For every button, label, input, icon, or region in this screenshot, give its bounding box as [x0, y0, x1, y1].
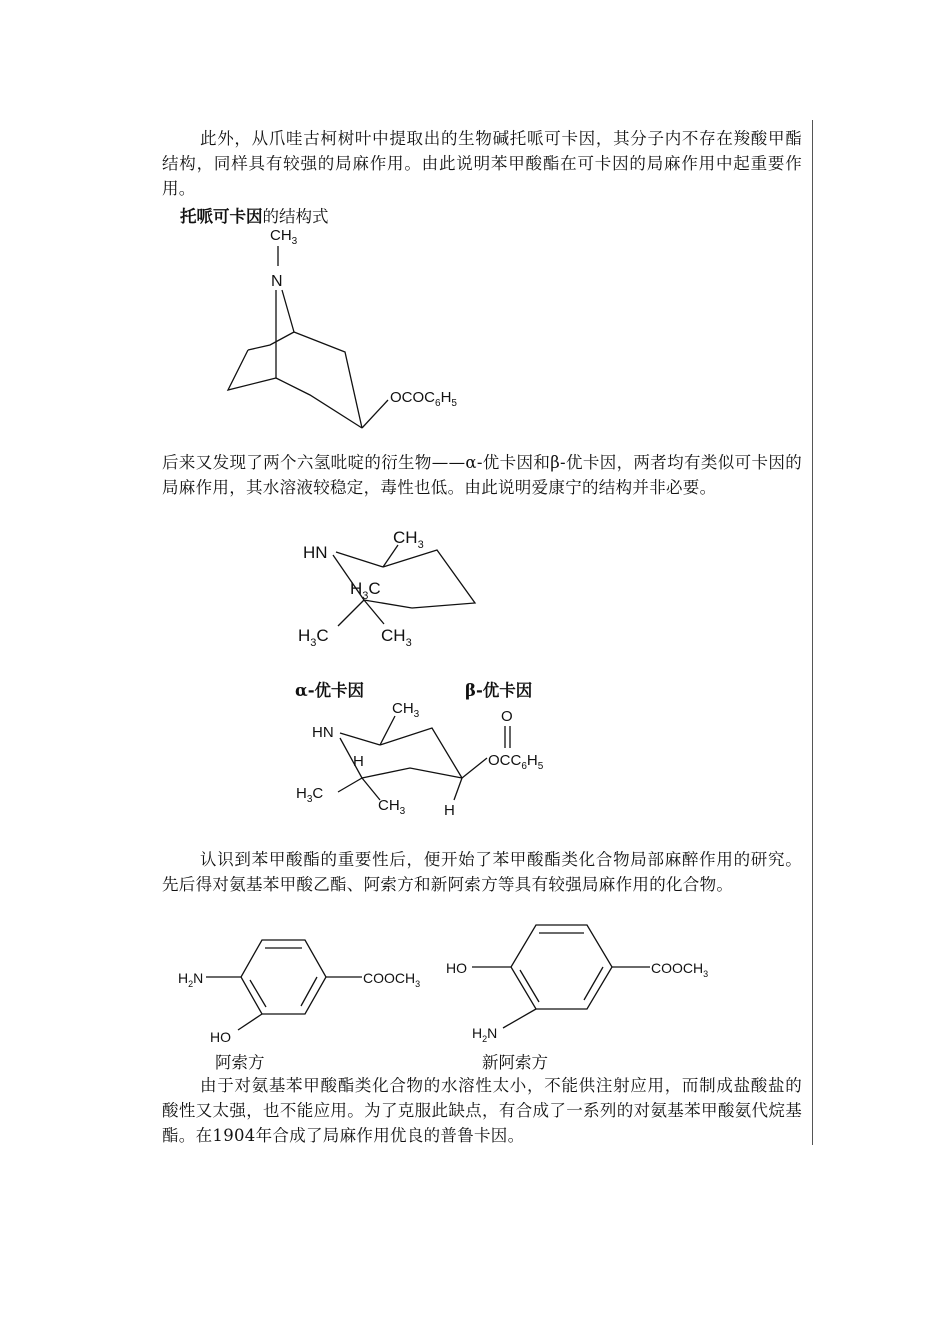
neo-orthoform-h2n-label: $H_2N$: [472, 1025, 498, 1044]
orthoform-double-bond-2: [250, 980, 266, 1007]
neo-orthoform-double-bond-3: [584, 967, 603, 1000]
beta-ring-front: [362, 768, 462, 778]
alpha-bond-c6-me: [383, 545, 398, 567]
ring-left: [228, 350, 276, 390]
orthoform-ho-label: HO: [210, 1029, 231, 1045]
beta-bond-n-c6: [340, 733, 380, 745]
alpha-ring-front: [364, 600, 412, 608]
paragraph-tropacocaine: 此外，从爪哇古柯树叶中提取出的生物碱托哌可卡因，其分子内不存在羧酸甲酯结构，同样具有较强的局麻作用。由此说明苯甲酸酯在可卡因的局麻作用中起重要作用。: [162, 129, 802, 198]
paragraph-eucaine: 后来又发现了两个六氢吡啶的衍生物——α-优卡因和β-优卡因，两者均有类似可卡因的局麻作用，其水溶液较稳定，毒性也低。由此说明爱康宁的结构并非必要。: [162, 453, 802, 497]
alpha-eucaine-ch3-top: $CH_3$: [393, 528, 424, 551]
neo-orthoform-name: 新阿索方: [482, 1053, 548, 1072]
beta-eucaine-ch3-top: $CH_3$: [392, 700, 420, 720]
beta-eucaine-h-mid: H: [353, 753, 364, 770]
ring-right-upper: [294, 332, 362, 428]
bond-n-c5: [282, 290, 294, 332]
orthoform-double-bond-3: [301, 977, 317, 1006]
neo-orthoform-ho-label: HO: [446, 960, 467, 976]
neo-orthoform-ester-label: $COOCH_3$: [651, 960, 709, 979]
orthoform-bond-oh: [238, 1014, 262, 1030]
alpha-eucaine-h3c-mid: $H_3C$: [350, 579, 381, 602]
bond-c3-oester: [362, 400, 388, 428]
paragraph-benzoate-research: 认识到苯甲酸酯的重要性后，便开始了苯甲酸酯类化合物局部麻醉作用的研究。先后得对氨基苯甲酸乙酯、阿索方和新阿索方等具有较强局麻作用的化合物。: [162, 850, 802, 894]
alpha-ring-back: [383, 550, 475, 608]
orthoform-benzene-ring: [241, 940, 326, 1014]
ring-right-lower: [276, 378, 362, 428]
alpha-eucaine-caption: α-优卡因: [295, 681, 365, 700]
beta-eucaine-carbonyl-o: O: [501, 708, 513, 725]
paragraph-procaine: 由于对氨基苯甲酸酯类化合物的水溶性太小，不能供注射应用，而制成盐酸盐的酸性又太强，也不能应用。为了克服此缺点，有合成了一系列的对氨基苯甲酸氨代烷基酯。在1904年合成了局麻作用优良的普鲁卡因。: [162, 1076, 802, 1145]
alpha-eucaine-h3c-bottom: $H_3C$: [298, 626, 329, 649]
beta-eucaine-h-bottom: H: [444, 802, 455, 819]
beta-eucaine-ch3-bottom: $CH_3$: [378, 797, 406, 817]
ring-bridge-top: [248, 332, 294, 350]
orthoform-name: 阿索方: [215, 1053, 265, 1072]
beta-bond-c2-me1: [338, 778, 362, 792]
tropacocaine-ch3-label: $CH_3$: [270, 227, 298, 247]
alpha-bond-n-c2: [333, 555, 364, 600]
tropacocaine-caption-suffix: 的结构式: [262, 207, 329, 226]
beta-bond-c4-o: [462, 758, 487, 778]
beta-eucaine-ester-label: $OCC_6H_5$: [488, 752, 544, 772]
tropacocaine-ester-label: $OCOC_6H_5$: [390, 389, 457, 409]
orthoform-h2n-label: $H_2N$: [178, 970, 204, 989]
beta-eucaine-caption: β-优卡因: [465, 681, 533, 700]
beta-bond-c4-h: [454, 778, 462, 800]
neo-orthoform-bond-nh2: [503, 1009, 536, 1028]
alpha-bond-c2-me2: [364, 600, 384, 624]
alpha-bond-n-c6: [336, 552, 383, 567]
beta-eucaine-hn-label: HN: [312, 724, 334, 741]
tropacocaine-n-label: N: [271, 273, 283, 290]
alpha-eucaine-ch3-bottom: $CH_3$: [381, 626, 412, 649]
neo-orthoform-benzene-ring: [511, 925, 612, 1009]
alpha-bond-c2-me1: [338, 600, 364, 626]
tropacocaine-caption-name: 托哌可卡因: [180, 207, 263, 226]
alpha-eucaine-hn-label: HN: [303, 543, 328, 562]
beta-eucaine-h3c: $H_3C$: [296, 785, 324, 805]
orthoform-ester-label: $COOCH_3$: [363, 970, 421, 989]
